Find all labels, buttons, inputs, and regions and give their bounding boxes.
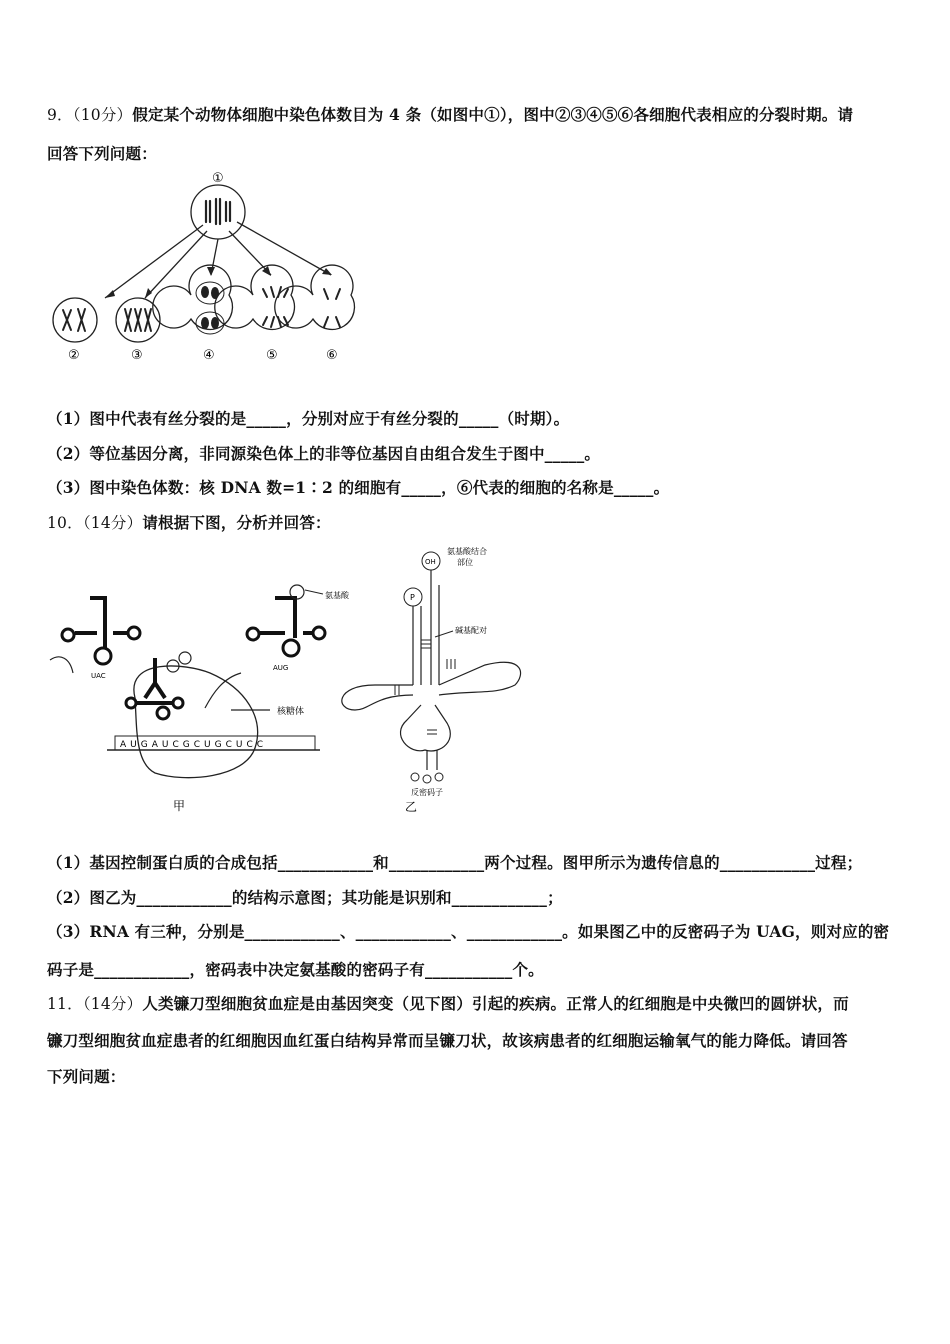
q9-number: 9． (47, 106, 73, 124)
q11-line1 (47, 992, 849, 1014)
mrna-sequence: AUGAUCGCUGCUCC (120, 740, 268, 750)
site-label: 氨基酸结合 (447, 547, 487, 556)
q10-sub2: （2）图乙为____________的结构示意图；其功能是识别和____________； (47, 888, 563, 907)
q9-text1: 假定某个动物体细胞中染色体数目为 4 条（如图中①），图中②③④⑤⑥各细胞代表相应的分裂时期。请 (132, 105, 854, 124)
q10-sub3b: 码子是____________，密码表中决定氨基酸的密码子有___________个。 (47, 960, 544, 979)
label-1: ① (212, 171, 224, 186)
q10-sub1: （1）基因控制蛋白质的合成包括____________和____________两个过程。图甲所示为遗传信息的____________过程； (47, 853, 863, 872)
q11-text1: 人类镰刀型细胞贫血症是由基因突变（见下图）引起的疾病。正常人的红细胞是中央微凹的圆饼状，而 (142, 994, 849, 1013)
codon-uac: UAC (91, 672, 106, 680)
cell-division-figure (45, 165, 375, 370)
q9-line1 (47, 103, 853, 125)
q10-number: 10． (47, 514, 83, 532)
trna-figure (335, 545, 535, 815)
q11-line2: 镰刀型细胞贫血症患者的红细胞因血红蛋白结构异常而呈镰刀状，故该病患者的红细胞运输氧气的能力降低。请回答 (47, 1031, 848, 1050)
translation-figure (45, 578, 349, 818)
label-6: ⑥ (326, 348, 338, 363)
q11-number: 11． (47, 995, 83, 1013)
caption-jia: 甲 (173, 799, 186, 813)
p-label: P (410, 593, 415, 602)
site-label2: 部位 (457, 558, 473, 567)
label-4: ④ (203, 348, 215, 363)
codon-aug: AUG (273, 664, 289, 672)
pairing-label: 碱基配对 (455, 626, 487, 635)
q11-line3: 下列问题： (47, 1067, 126, 1086)
q9-sub2: （2）等位基因分离，非同源染色体上的非等位基因自由组合发生于图中_____。 (47, 444, 601, 463)
anticodon-label: 反密码子 (411, 788, 443, 797)
q10-score: （14分） (82, 514, 143, 532)
amino-acid-label: 氨基酸 (325, 591, 349, 600)
ribosome-label: 核糖体 (277, 707, 305, 717)
label-5: ⑤ (266, 348, 278, 363)
q10-line1 (47, 511, 331, 533)
q11-score: （14分） (82, 995, 143, 1013)
q9-sub3: （3）图中染色体数：核 DNA 数=1∶2 的细胞有_____，⑥代表的细胞的名称是_____。 (47, 478, 670, 497)
q9-line2: 回答下列问题： (47, 144, 157, 163)
label-2: ② (68, 348, 80, 363)
caption-yi: 乙 (405, 800, 418, 814)
label-3: ③ (131, 348, 143, 363)
q9-score: （10分） (72, 106, 133, 124)
q10-sub3a: （3）RNA 有三种，分别是____________、____________、____________。如果图乙中的反密码子为 UAG，则对应的密 (47, 922, 890, 941)
oh-label: OH (425, 558, 436, 566)
q10-intro: 请根据下图，分析并回答： (142, 513, 331, 532)
q9-sub1: （1）图中代表有丝分裂的是_____，分别对应于有丝分裂的_____（时期）。 (47, 409, 570, 428)
